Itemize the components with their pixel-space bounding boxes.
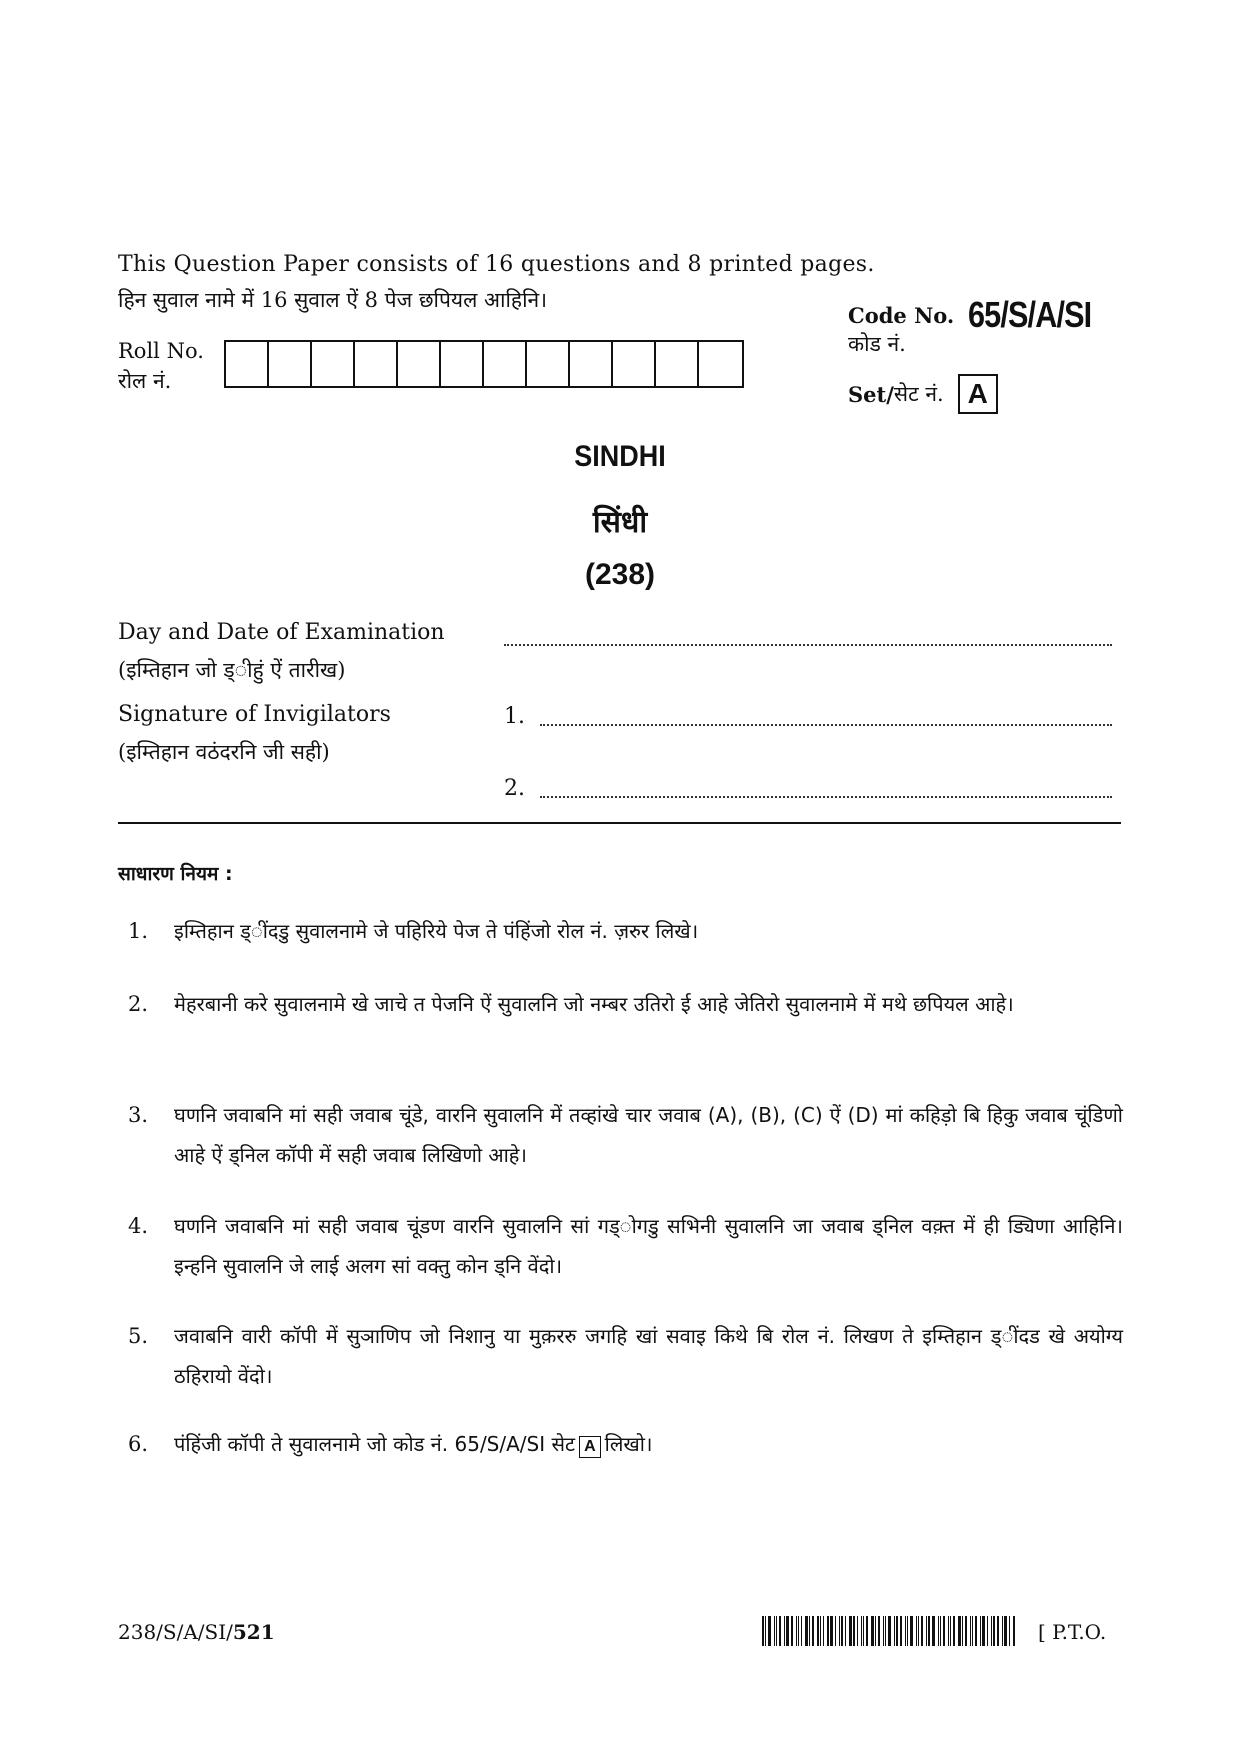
barcode-bar [805, 1616, 808, 1646]
instructions-heading: साधारण नियम : [118, 863, 233, 885]
barcode-bar [839, 1616, 840, 1646]
set-label: Set/ [848, 381, 894, 407]
barcode-bar [975, 1616, 977, 1646]
roll-number-box[interactable] [441, 342, 484, 386]
roll-label-english: Roll No. [118, 339, 204, 363]
barcode-bar [1002, 1616, 1003, 1646]
subject-name-english: SINDHI [574, 440, 666, 473]
footer-code-suffix: 521 [232, 1620, 275, 1644]
signature-1-number: 1. [504, 704, 525, 729]
code-label-hindi: कोड नं. [848, 332, 906, 356]
barcode-bar [993, 1616, 995, 1646]
roll-number-box[interactable] [527, 342, 570, 386]
signature-label-hindi: (इम्तिहान वठंदरनि जी सही) [118, 740, 330, 764]
barcode-bar [774, 1616, 775, 1646]
roll-number-boxes[interactable] [224, 340, 744, 388]
roll-label-hindi: रोल नं. [118, 369, 172, 393]
barcode-bar [932, 1616, 935, 1646]
pto-label: [ P.T.O. [1038, 1620, 1107, 1644]
code-value: 65/S/A/SI [968, 294, 1092, 335]
barcode-bar [786, 1616, 789, 1646]
instruction-item [128, 984, 1123, 1024]
barcode-bar [871, 1616, 874, 1646]
barcode-bar [907, 1616, 908, 1646]
instruction-number: 5. [128, 1324, 149, 1348]
roll-number-box[interactable] [484, 342, 527, 386]
barcode-bar [991, 1616, 992, 1646]
set-value-box: A [958, 374, 998, 414]
instruction-text: जवाबनि वारी कॉपी में सुञाणिप जो निशानु या मुक़ररु जगहि खां सवाइ किथे बि रोल नं. लिखण ते इम्तिहान ड्ींदड खे अयोग्य ठहिरायो वेंदो। [174, 1324, 1123, 1388]
barcode-bar [845, 1616, 846, 1646]
instruction-text: घणनि जवाबनि मां सही जवाब चूंडे, वारनि सुवालनि में तव्हांखे चार जवाब (A), (B), (C) ऐं (D) मां कहिड़ो बि हिकु जवाब चूंडिणो आहे ऐं ड्निल कॉपी में सही जवाब लिखिणो आहे। [174, 1103, 1123, 1167]
barcode-bar [765, 1616, 766, 1646]
barcode-bar [910, 1616, 913, 1646]
barcode-bar [827, 1616, 829, 1646]
barcode-bar [918, 1616, 919, 1646]
signature-2-field[interactable] [540, 796, 1112, 798]
barcode-bar [885, 1616, 886, 1646]
barcode [762, 1616, 1024, 1646]
barcode-bar [982, 1616, 985, 1646]
instruction-number: 1. [128, 919, 149, 943]
roll-number-box[interactable] [226, 342, 269, 386]
page-count-english: This Question Paper consists of 16 questions and 8 printed pages. [118, 252, 875, 277]
instruction-text-before: पंहिंजी कॉपी ते सुवालनामे जो कोड नं. 65/S/A/SI सेट [174, 1432, 576, 1456]
barcode-bar [830, 1616, 833, 1646]
roll-number-box[interactable] [656, 342, 699, 386]
barcode-bar [866, 1616, 868, 1646]
barcode-bar [776, 1616, 777, 1646]
instruction-number: 6. [128, 1432, 149, 1456]
barcode-bar [878, 1616, 880, 1646]
footer-code-prefix: 238/S/A/SI/ [118, 1620, 233, 1644]
roll-number-box[interactable] [312, 342, 355, 386]
set-inline-box: A [579, 1436, 601, 1458]
barcode-bar [823, 1616, 824, 1646]
barcode-bar [905, 1616, 906, 1646]
barcode-bar [796, 1616, 797, 1646]
barcode-bar [791, 1616, 793, 1646]
roll-number-box[interactable] [269, 342, 312, 386]
barcode-bar [900, 1616, 902, 1646]
barcode-bar [997, 1616, 999, 1646]
instruction-text: इम्तिहान ड्ींदडु सुवालनामे जे पहिरिये पेज ते पंहिंजो रोल नं. ज़रुर लिखे। [174, 919, 699, 943]
barcode-bar [894, 1616, 895, 1646]
barcode-bar [809, 1616, 810, 1646]
barcode-bar [841, 1616, 843, 1646]
instruction-item [128, 1424, 1123, 1464]
instruction-item [128, 1316, 1123, 1396]
barcode-bar [1009, 1616, 1010, 1646]
barcode-bar [849, 1616, 852, 1646]
barcode-bar [980, 1616, 981, 1646]
barcode-bar [883, 1616, 884, 1646]
roll-number-box[interactable] [355, 342, 398, 386]
barcode-bar [801, 1616, 802, 1646]
roll-label [118, 336, 204, 396]
barcode-bar [940, 1616, 941, 1646]
barcode-bar [784, 1616, 785, 1646]
signature-1-field[interactable] [540, 724, 1112, 726]
barcode-bar [1013, 1616, 1015, 1646]
barcode-bar [762, 1616, 764, 1646]
roll-number-box[interactable] [613, 342, 656, 386]
signature-2-number: 2. [504, 776, 525, 801]
set-number [848, 374, 998, 414]
instruction-text-after: लिखो। [604, 1432, 653, 1456]
roll-number-box[interactable] [398, 342, 441, 386]
barcode-bar [965, 1616, 967, 1646]
footer-paper-code [118, 1620, 275, 1644]
date-label-hindi: (इम्तिहान जो ड्ीहुं ऐं तारीख) [118, 658, 346, 682]
barcode-bar [861, 1616, 862, 1646]
barcode-bar [962, 1616, 963, 1646]
barcode-bar [817, 1616, 819, 1646]
barcode-bar [926, 1616, 927, 1646]
instruction-number: 3. [128, 1103, 149, 1127]
barcode-bar [943, 1616, 945, 1646]
divider-line [118, 822, 1121, 824]
date-field[interactable] [504, 644, 1112, 646]
barcode-bar [950, 1616, 951, 1646]
barcode-bar [768, 1616, 771, 1646]
barcode-bar [970, 1616, 971, 1646]
barcode-bar [938, 1616, 939, 1646]
page-count-hindi: हिन सुवाल नामे में 16 सुवाल ऐं 8 पेज छपियल आहिनि। [118, 288, 548, 312]
instruction-item [128, 1095, 1123, 1175]
barcode-bar [853, 1616, 855, 1646]
barcode-bar [921, 1616, 923, 1646]
barcode-bar [958, 1616, 961, 1646]
barcode-bar [953, 1616, 955, 1646]
barcode-bar [1004, 1616, 1007, 1646]
code-label: Code No. [848, 302, 955, 328]
barcode-bar [863, 1616, 864, 1646]
instruction-item [128, 911, 1123, 951]
barcode-bar [779, 1616, 781, 1646]
roll-number-box[interactable] [699, 342, 742, 386]
barcode-bar [857, 1616, 858, 1646]
instruction-number: 4. [128, 1214, 149, 1238]
instruction-number: 2. [128, 992, 149, 1016]
barcode-bar [888, 1616, 891, 1646]
set-label-hindi: सेट नं. [893, 382, 944, 406]
barcode-bar [972, 1616, 973, 1646]
barcode-bar [875, 1616, 876, 1646]
barcode-bar [896, 1616, 898, 1646]
date-label: Day and Date of Examination [118, 620, 445, 645]
instruction-text [174, 1424, 1123, 1464]
barcode-bar [928, 1616, 930, 1646]
barcode-bar [987, 1616, 988, 1646]
barcode-bar [835, 1616, 836, 1646]
signature-label: Signature of Invigilators [118, 702, 391, 727]
roll-number-box[interactable] [570, 342, 613, 386]
barcode-bar [948, 1616, 949, 1646]
barcode-bar [916, 1616, 917, 1646]
instruction-text: मेहरबानी करे सुवालनामे खे जाचे त पेजनि ऐं सुवालनि जो नम्बर उतिरो ई आहे जेतिरो सुवालनामे में मथे छपियल आहे। [174, 992, 1014, 1016]
barcode-bar [812, 1616, 814, 1646]
instruction-item [128, 1206, 1123, 1286]
instruction-text: घणनि जवाबनि मां सही जवाब चूंडण वारनि सुवालनि सां गड्ोगडु सभिनी सुवालनि जा जवाब ड्निल वक़्त में ही ड्यिणा आहिनि। इन्हनि सुवालनि जे लाई अलग सां वक्तु कोन ड्नि वेंदो। [174, 1214, 1123, 1278]
barcode-bar [820, 1616, 821, 1646]
barcode-bar [798, 1616, 799, 1646]
subject-code: (238) [584, 558, 656, 591]
subject-name-hindi: सिंधी [592, 505, 648, 540]
